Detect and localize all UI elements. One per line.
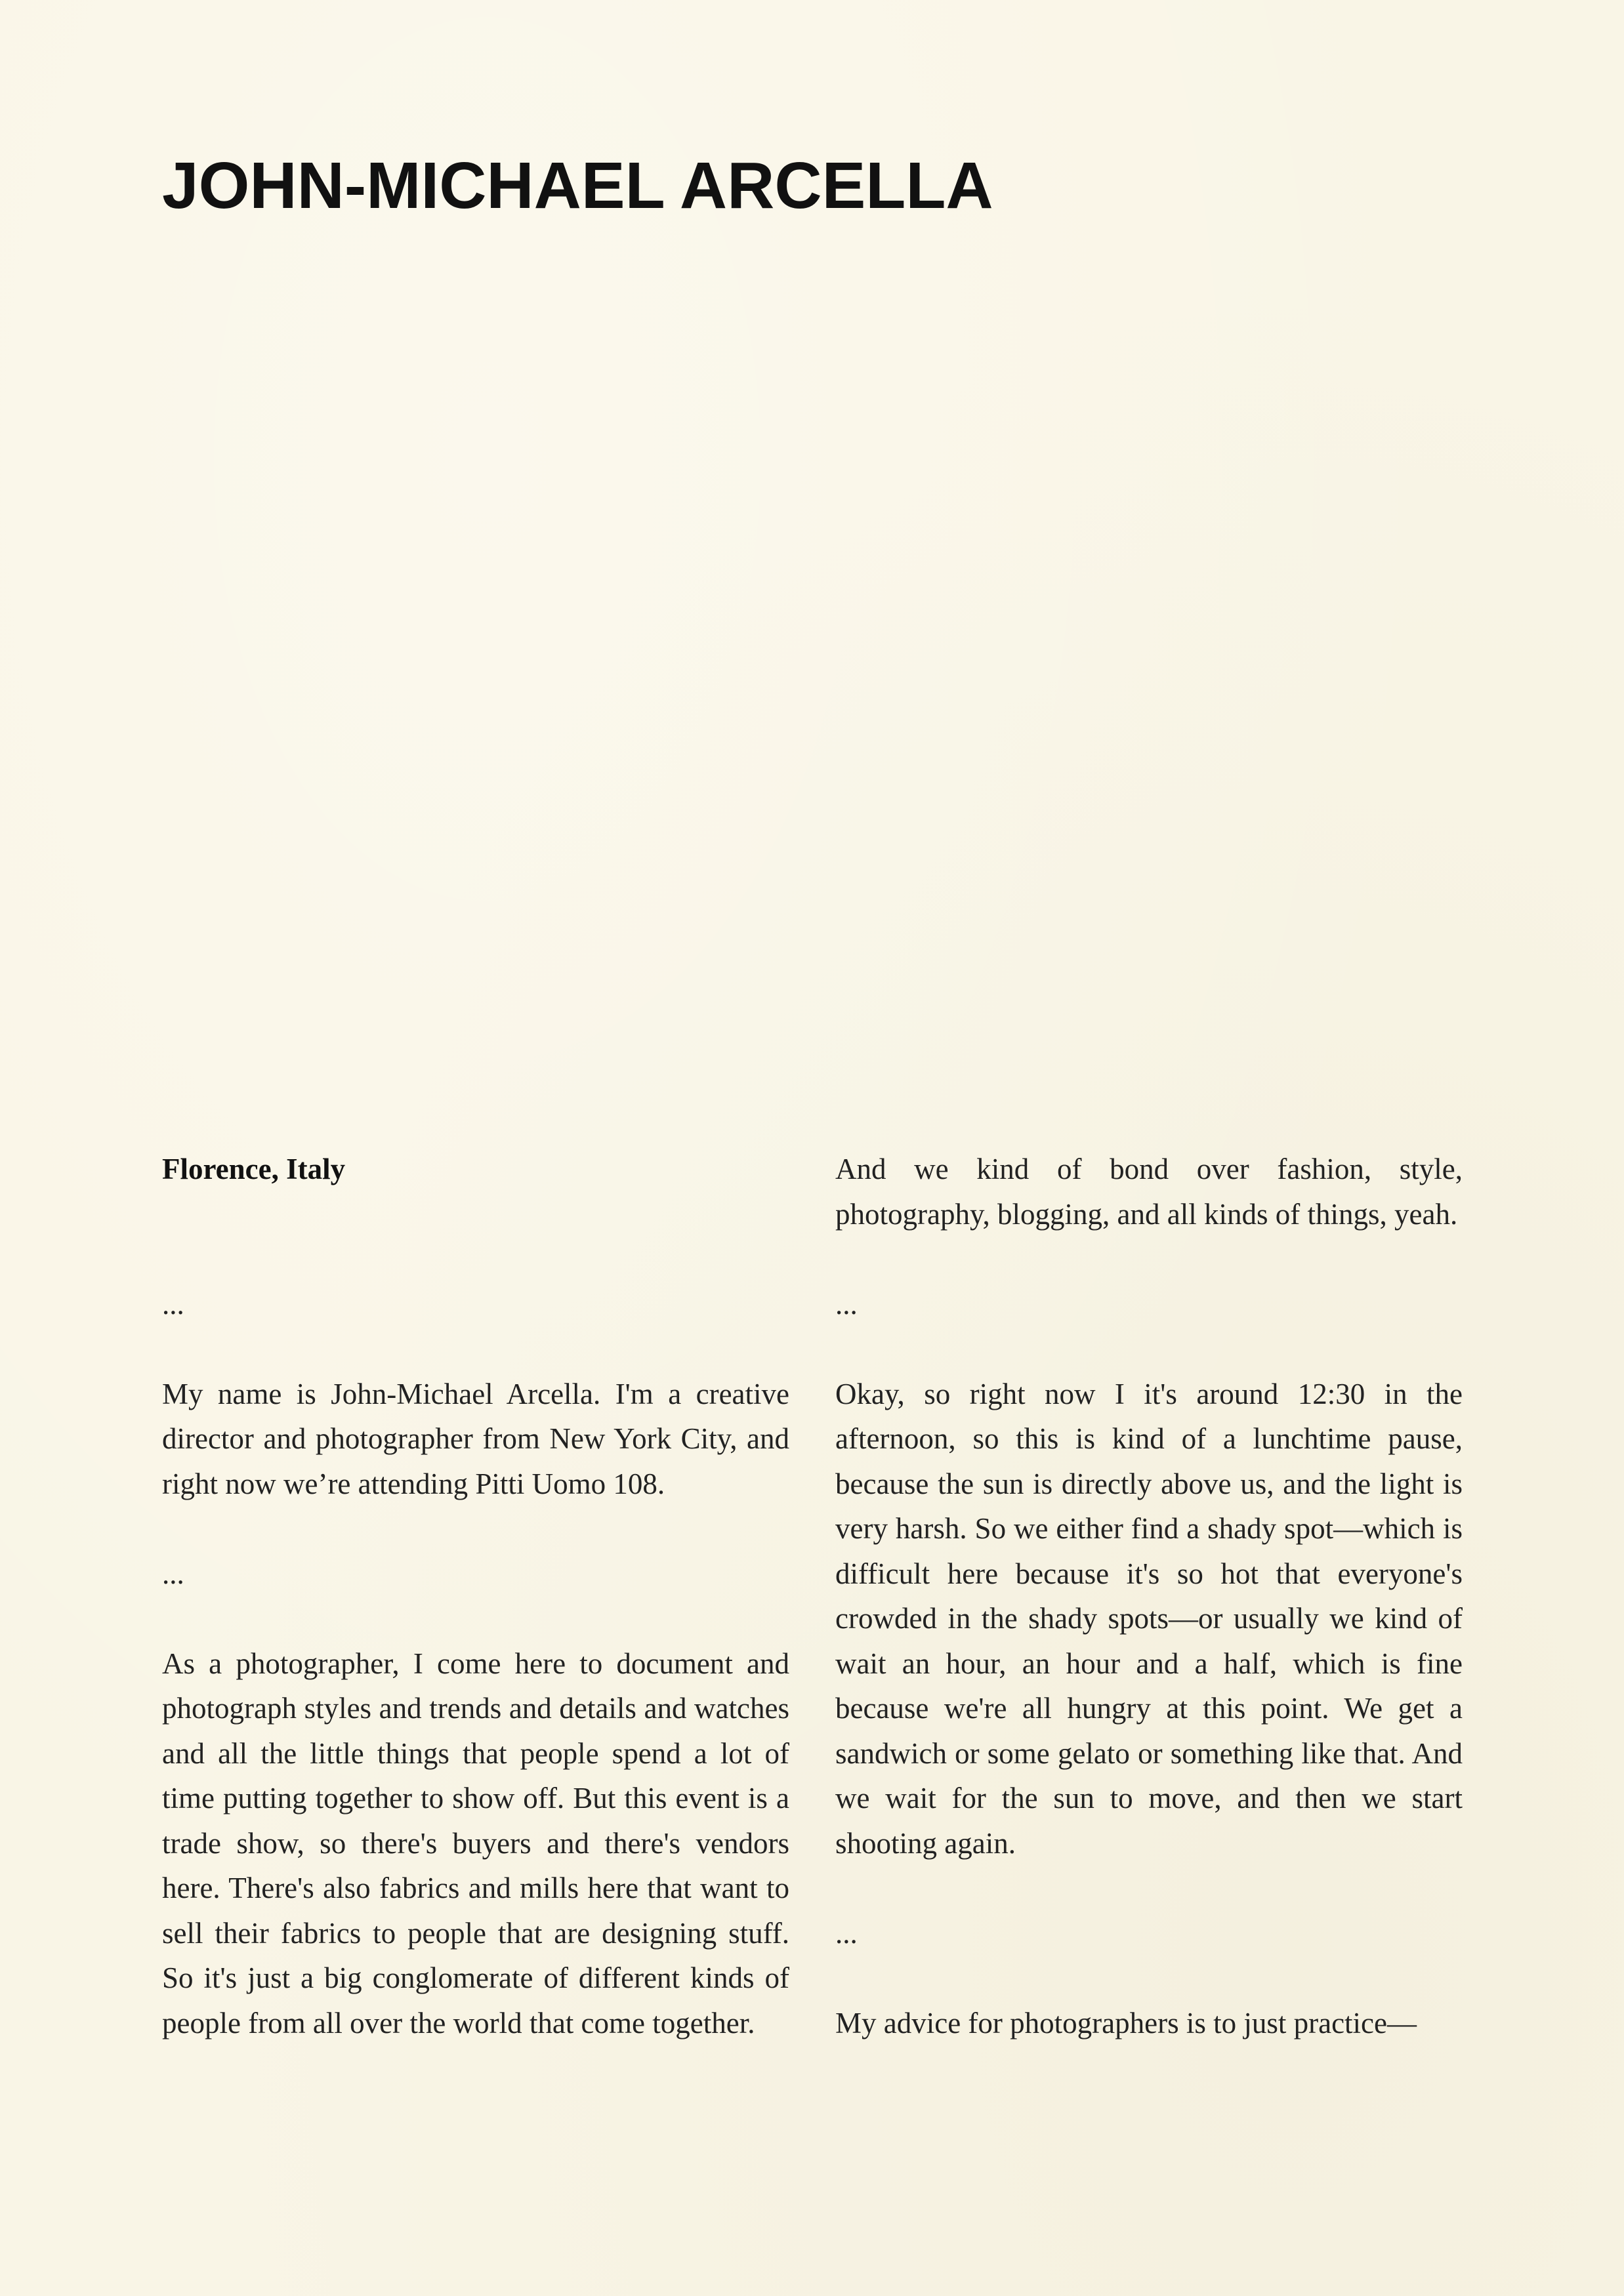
page-title: JOHN-MICHAEL ARCELLA: [162, 149, 993, 222]
body-paragraph: And we kind of bond over fashion, style, photography, blogging, and all kinds of things, yeah.: [835, 1153, 1463, 1231]
left-column: [162, 1147, 789, 2045]
intro-paragraph: My name is John-Michael Arcella. I'm a creative director and photographer from New York City, and right now we’re attending Pitti Uomo 108.: [162, 1377, 789, 1500]
section-separator: ...: [162, 1557, 184, 1590]
body-paragraph: My advice for photographers is to just practice—: [835, 2006, 1417, 2040]
body-paragraph: Okay, so right now I it's around 12:30 in the afternoon, so this is kind of a lunchtime pause, because the sun is directly above us, and the light is very harsh. So we either find a shady spot—which is difficult here because it's so hot that everyone's crowded in the shady spots—or usually we kind of wait an hour, an hour and a half, which is fine because we're all hungry at this point. We get a sandwich or some gelato or something like that. And we wait for the sun to move, and then we start shooting again.: [835, 1377, 1463, 1860]
location-heading: Florence, Italy: [162, 1153, 346, 1185]
section-separator: ...: [835, 1287, 858, 1321]
section-separator: ...: [162, 1287, 184, 1321]
right-column: [835, 1147, 1463, 2045]
body-paragraph: As a photographer, I come here to document and photograph styles and trends and details and watches and all the little things that people spend a lot of time putting together to show off. But this event is a trade show, so there's buyers and there's vendors here. There's also fabrics and mills here that want to sell their fabrics to people that are designing stuff. So it's just a big conglomerate of different kinds of people from all over the world that come together.: [162, 1647, 789, 2040]
section-separator: ...: [835, 1916, 858, 1950]
